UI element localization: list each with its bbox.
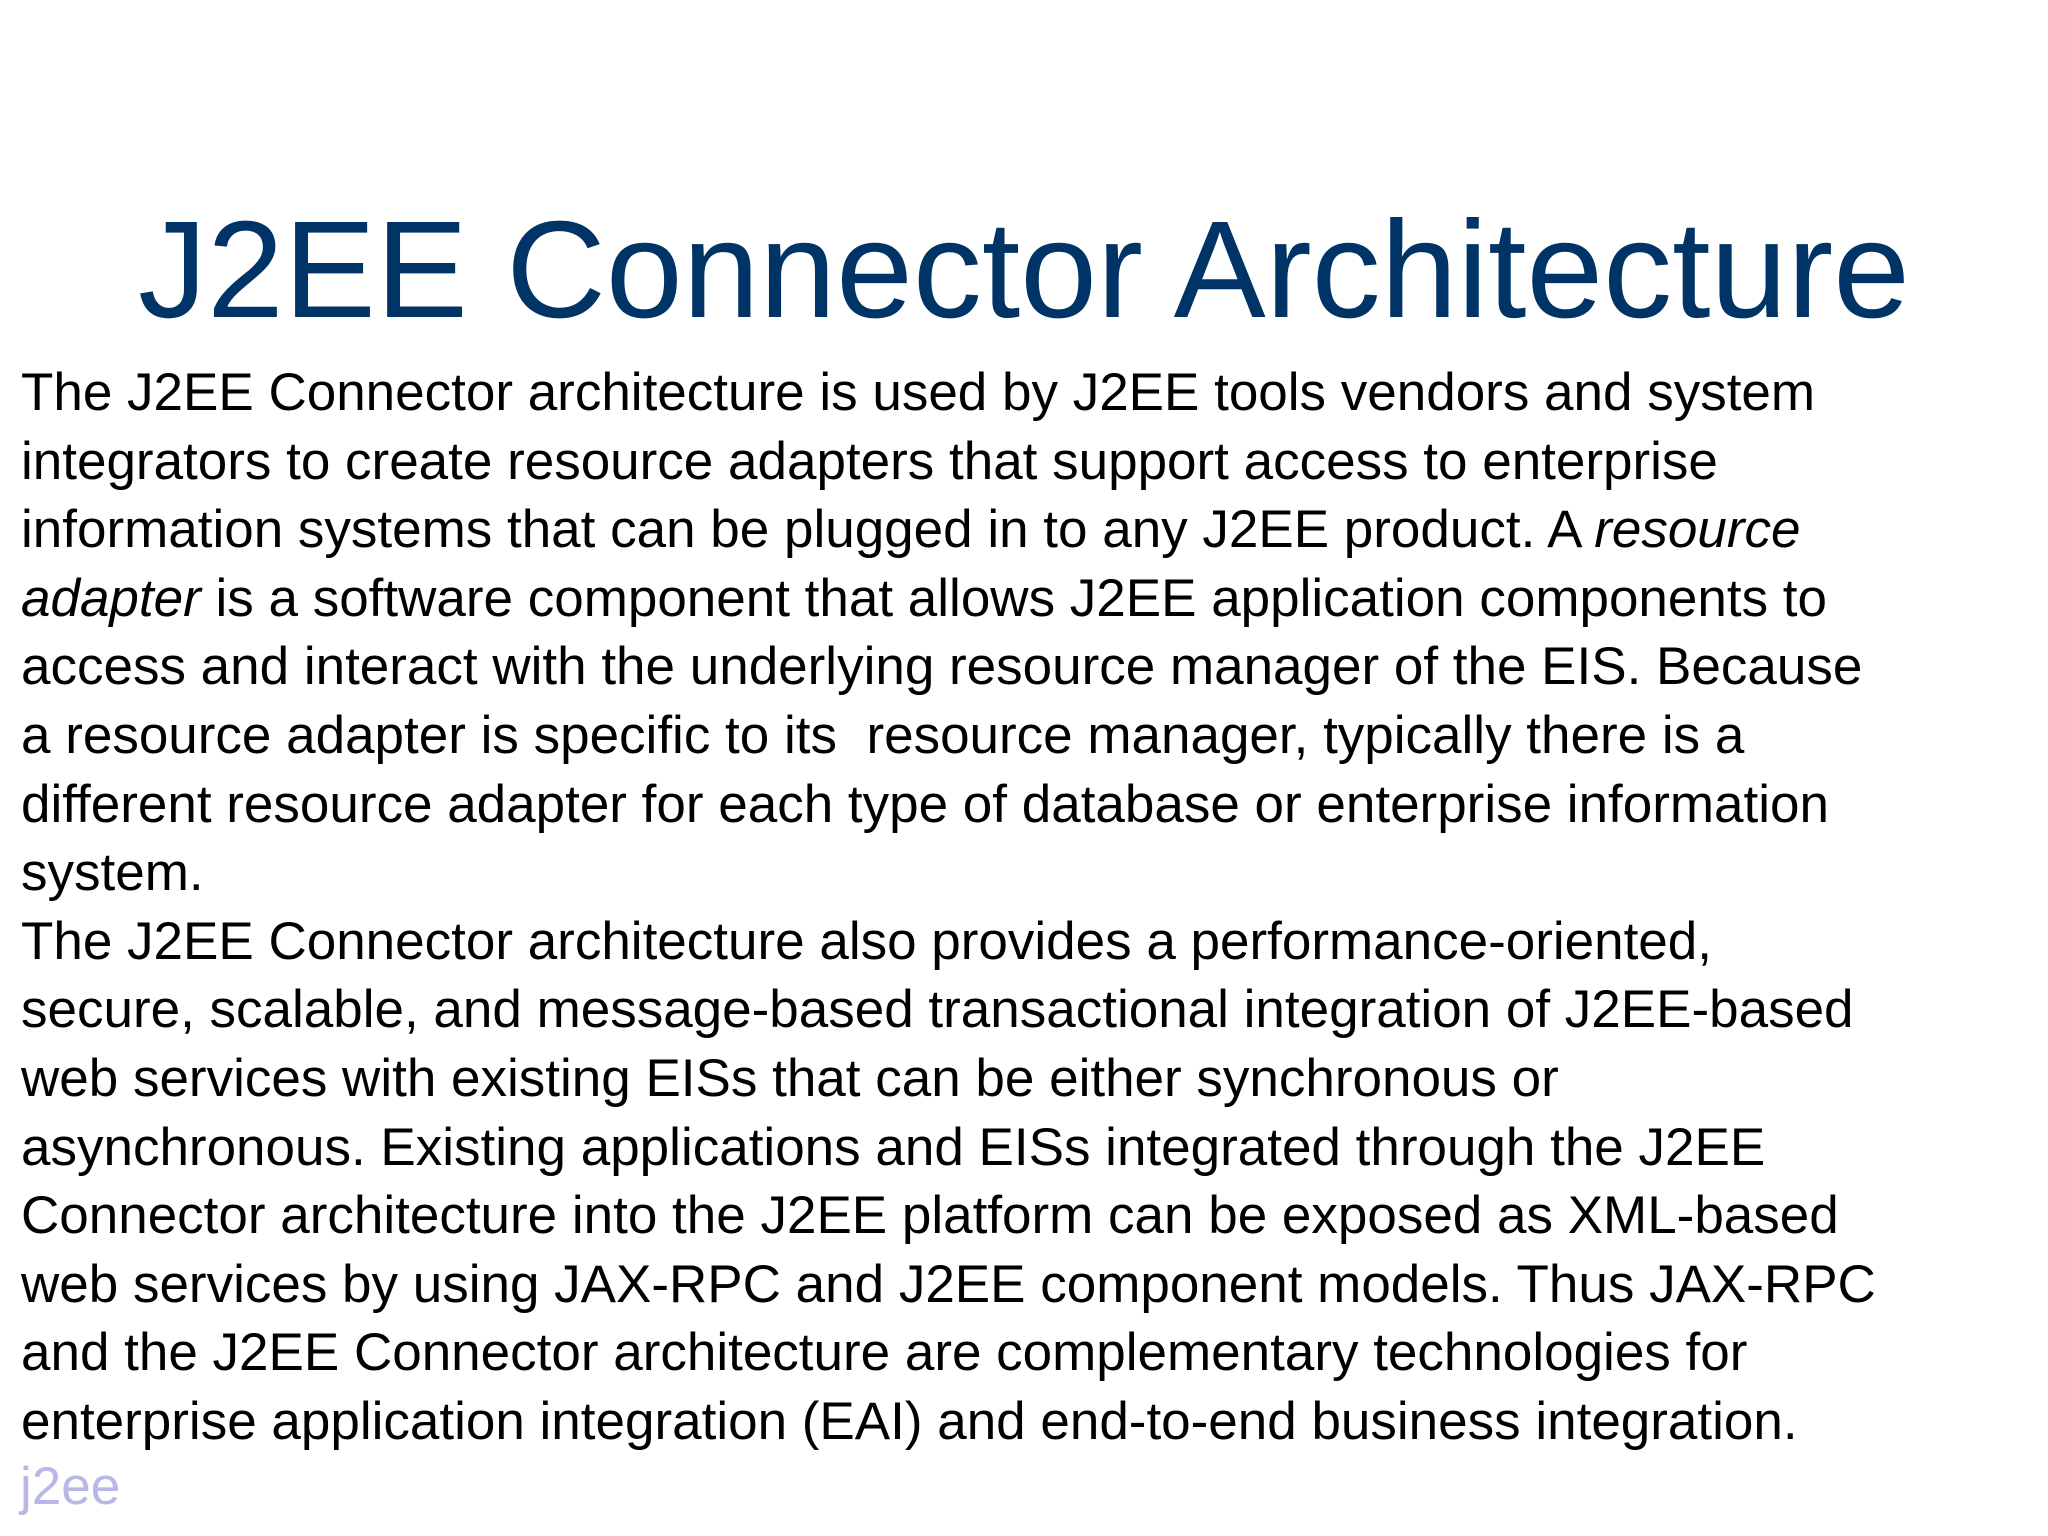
text-segment: information systems that can be plugged in to any J2EE product. A <box>21 500 1595 560</box>
text-line: system. <box>21 843 204 903</box>
text-line: and the J2EE Connector architecture are complementary technologies for <box>21 1323 1748 1383</box>
text-line: Connector architecture into the J2EE platform can be exposed as XML-based <box>21 1186 1839 1246</box>
text-line: The J2EE Connector architecture also provides a performance-oriented, <box>21 911 1712 971</box>
text-segment: is a software component that allows J2EE application components to <box>200 568 1827 628</box>
text-line: secure, scalable, and message-based transactional integration of J2EE-based <box>21 980 1854 1040</box>
text-line <box>21 496 2041 565</box>
text-line <box>21 565 2041 634</box>
text-line: web services by using JAX-RPC and J2EE component models. Thus JAX-RPC <box>21 1254 1876 1314</box>
footer-watermark: j2ee <box>20 1457 121 1516</box>
text-line: access and interact with the underlying resource manager of the EIS. Because <box>21 637 1863 697</box>
emphasis-adapter: adapter <box>21 568 201 628</box>
text-line: web services with existing EISs that can be either synchronous or <box>21 1048 1559 1108</box>
text-line: The J2EE Connector architecture is used by J2EE tools vendors and system <box>21 363 1816 422</box>
paragraph-1 <box>21 359 2041 908</box>
text-line: enterprise application integration (EAI) and end-to-end business integration. <box>21 1391 1798 1451</box>
paragraph-2 <box>21 908 2041 1457</box>
text-line: asynchronous. Existing applications and EISs integrated through the J2EE <box>21 1117 1766 1177</box>
emphasis-resource: resource <box>1594 500 1801 560</box>
slide-body <box>21 359 2041 1457</box>
slide-title: J2EE Connector Architecture <box>138 193 1910 347</box>
text-line: different resource adapter for each type of database or enterprise information <box>21 774 1829 834</box>
text-line: a resource adapter is specific to its resource manager, typically there is a <box>21 705 1745 765</box>
text-line: integrators to create resource adapters that support access to enterprise <box>21 431 1718 491</box>
